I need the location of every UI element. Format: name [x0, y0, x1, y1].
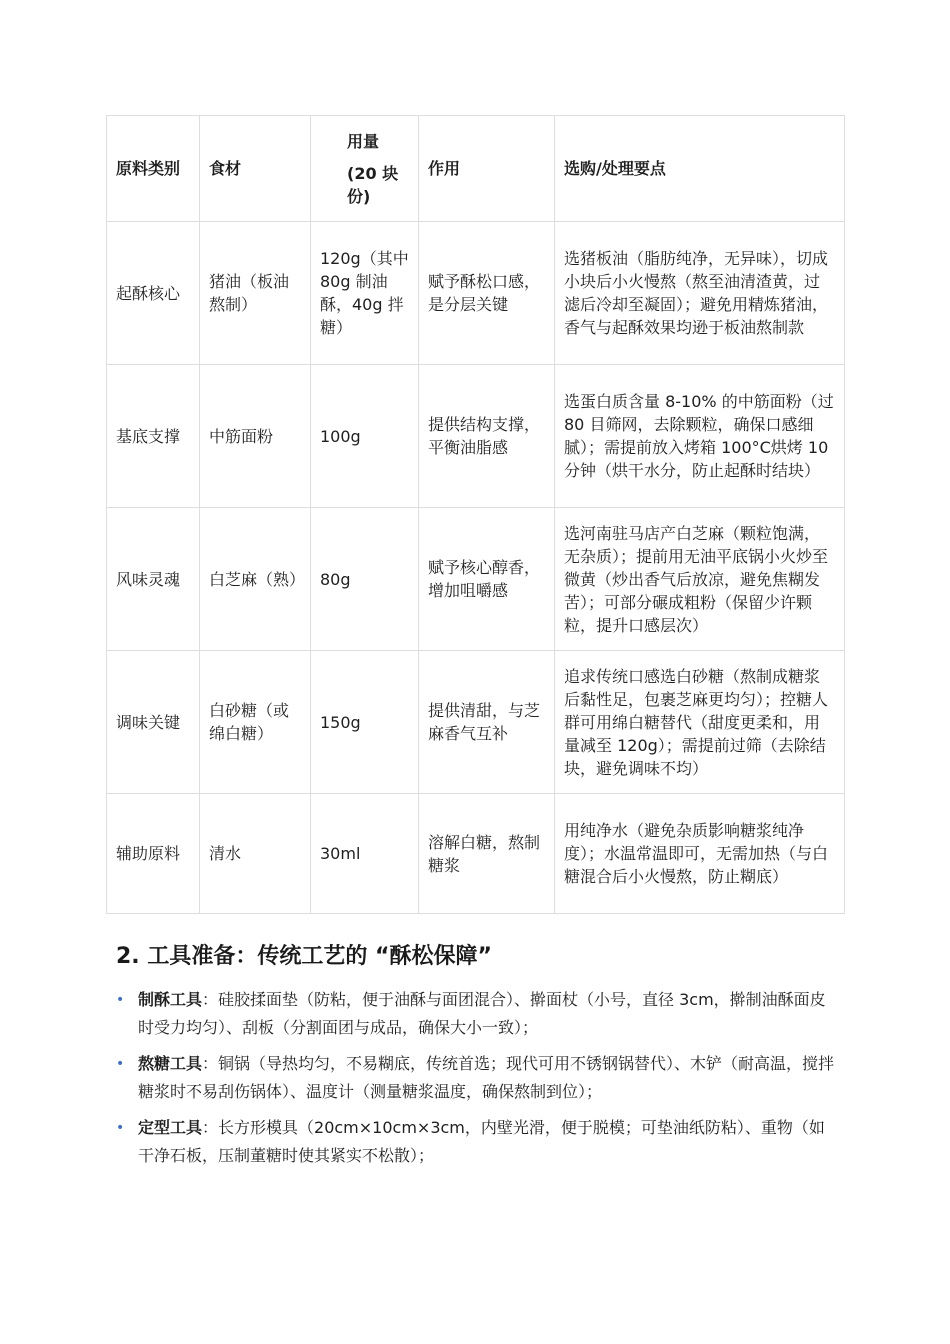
cell-tips: 用纯净水（避免杂质影响糖浆纯净度）；水温常温即可，无需加热（与白糖混合后小火慢熬，防止糊底）	[555, 794, 845, 914]
header-quantity	[311, 116, 419, 222]
cell-category: 起酥核心	[107, 222, 200, 365]
list-item	[116, 1050, 836, 1106]
list-item	[116, 986, 836, 1042]
cell-function: 提供清甜，与芝麻香气互补	[419, 651, 555, 794]
cell-tips: 选蛋白质含量 8-10% 的中筋面粉（过 80 目筛网，去除颗粒，确保口感细腻）；需提前放入烤箱 100°C烘烤 10 分钟（烘干水分，防止起酥时结块）	[555, 365, 845, 508]
bullet-icon: •	[116, 1120, 125, 1136]
table-header-row	[107, 116, 845, 222]
list-item-text: ：硅胶揉面垫（防粘，便于油酥与面团混合）、擀面杖（小号，直径 3cm，擀制油酥面皮时受力均匀）、刮板（分割面团与成品，确保大小一致）；	[138, 990, 826, 1037]
cell-tips: 选猪板油（脂肪纯净，无异味），切成小块后小火慢熬（熬至油清渣黄，过滤后冷却至凝固）；避免用精炼猪油，香气与起酥效果均逊于板油熬制款	[555, 222, 845, 365]
cell-ingredient: 猪油（板油熬制）	[200, 222, 311, 365]
cell-ingredient: 白砂糖（或绵白糖）	[200, 651, 311, 794]
cell-ingredient: 清水	[200, 794, 311, 914]
list-item-term: 定型工具	[138, 1118, 203, 1137]
cell-tips: 追求传统口感选白砂糖（熬制成糖浆后黏性足，包裹芝麻更均匀）；控糖人群可用绵白糖替代（甜度更柔和，用量减至 120g）；需提前过筛（去除结块，避免调味不均）	[555, 651, 845, 794]
header-ingredient: 食材	[200, 116, 311, 222]
header-quantity-unit: (20 块份)	[347, 163, 399, 206]
cell-quantity: 30ml	[311, 794, 419, 914]
cell-function: 提供结构支撑，平衡油脂感	[419, 365, 555, 508]
table-row	[107, 508, 845, 651]
table-row	[107, 651, 845, 794]
list-item	[116, 1114, 836, 1170]
header-tips: 选购/处理要点	[555, 116, 845, 222]
bullet-icon: •	[116, 992, 125, 1008]
table-row	[107, 222, 845, 365]
section-heading: 2. 工具准备：传统工艺的 “酥松保障”	[116, 944, 492, 969]
cell-quantity: 120g（其中 80g 制油酥，40g 拌糖）	[311, 222, 419, 365]
header-function: 作用	[419, 116, 555, 222]
cell-function: 溶解白糖，熬制糖浆	[419, 794, 555, 914]
list-item-term: 制酥工具	[138, 990, 203, 1009]
cell-category: 辅助原料	[107, 794, 200, 914]
list-item-term: 熬糖工具	[138, 1054, 203, 1073]
cell-category: 调味关键	[107, 651, 200, 794]
table-row	[107, 365, 845, 508]
cell-tips: 选河南驻马店产白芝麻（颗粒饱满，无杂质）；提前用无油平底锅小火炒至微黄（炒出香气后放凉，避免焦糊发苦）；可部分碾成粗粉（保留少许颗粒，提升口感层次）	[555, 508, 845, 651]
ingredients-table	[106, 115, 845, 914]
cell-quantity: 100g	[311, 365, 419, 508]
header-category: 原料类别	[107, 116, 200, 222]
cell-category: 风味灵魂	[107, 508, 200, 651]
cell-category: 基底支撑	[107, 365, 200, 508]
cell-function: 赋予核心醇香，增加咀嚼感	[419, 508, 555, 651]
cell-quantity: 80g	[311, 508, 419, 651]
list-item-text: ：长方形模具（20cm×10cm×3cm，内壁光滑，便于脱模；可垫油纸防粘）、重物（如干净石板，压制董糖时使其紧实不松散）；	[138, 1118, 825, 1165]
cell-ingredient: 白芝麻（熟）	[200, 508, 311, 651]
cell-function: 赋予酥松口感，是分层关键	[419, 222, 555, 365]
header-quantity-label: 用量	[347, 131, 380, 151]
cell-ingredient: 中筋面粉	[200, 365, 311, 508]
bullet-icon: •	[116, 1056, 125, 1072]
tools-list	[116, 986, 836, 1178]
list-item-text: ：铜锅（导热均匀，不易糊底，传统首选；现代可用不锈钢锅替代）、木铲（耐高温，搅拌糖浆时不易刮伤锅体）、温度计（测量糖浆温度，确保熬制到位）；	[138, 1054, 835, 1101]
table-row	[107, 794, 845, 914]
cell-quantity: 150g	[311, 651, 419, 794]
